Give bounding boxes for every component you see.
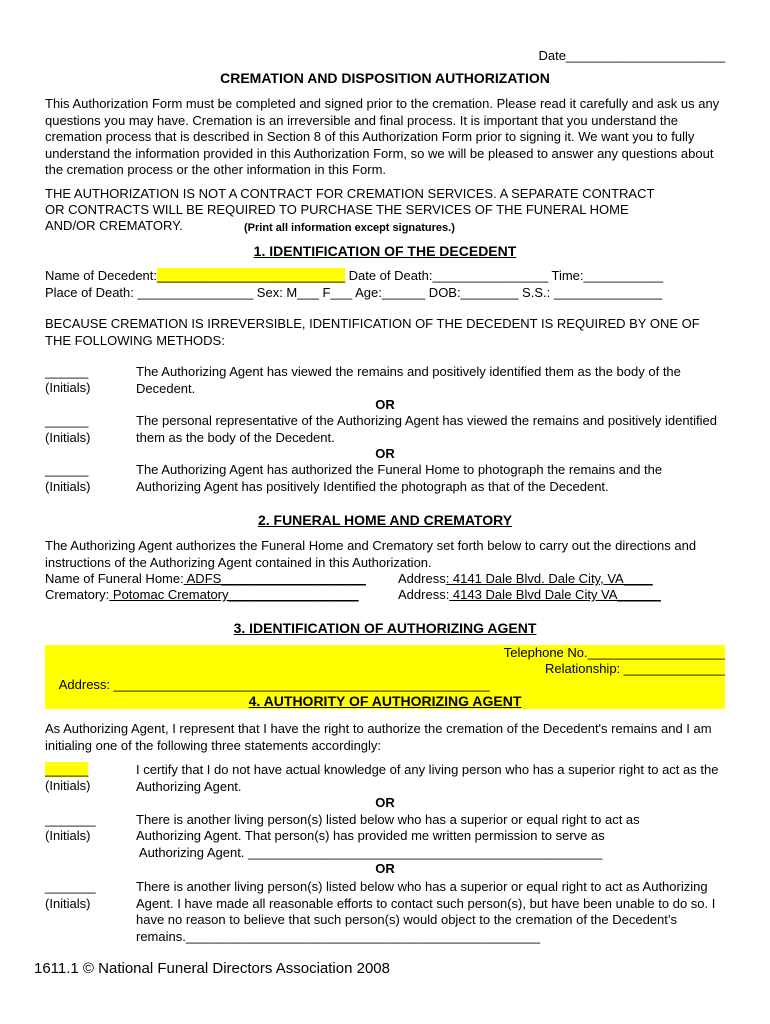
- or-label: OR: [375, 446, 395, 461]
- or-label: OR: [375, 861, 395, 876]
- place-of-death-row[interactable]: Place of Death: ________________ Sex: M___ F___ Age:______ DOB:________ S.S.: _______________: [45, 285, 663, 300]
- authority-option-2-line-3[interactable]: Authorizing Agent. _________________________________________________: [136, 845, 603, 860]
- decedent-name-row: [45, 268, 663, 284]
- section-1-heading: 1. IDENTIFICATION OF THE DECEDENT: [253, 243, 517, 259]
- agent-address-field[interactable]: Address: ____________________________________________________: [58, 677, 490, 692]
- authority-option-2-line-1: There is another living person(s) listed below who has a superior or equal right to act as: [136, 812, 640, 827]
- initials-blank[interactable]: _______: [45, 879, 96, 894]
- initials-label: (Initials): [45, 896, 91, 911]
- crematory-label: Crematory:: [45, 587, 110, 602]
- date-field[interactable]: Date______________________: [538, 48, 725, 63]
- form-title: CREMATION AND DISPOSITION AUTHORIZATION: [220, 70, 550, 86]
- authority-option-1: I certify that I do not have actual knowledge of any living person who has a superior right to act as the Authorizing Agent.: [136, 762, 719, 794]
- or-label: OR: [375, 795, 395, 810]
- initials-label: (Initials): [45, 479, 91, 494]
- initials-blank[interactable]: ______: [45, 462, 89, 477]
- notice-line-1: THE AUTHORIZATION IS NOT A CONTRACT FOR CREMATION SERVICES. A SEPARATE CONTRACT: [45, 186, 655, 201]
- funeral-home-row: [45, 571, 366, 587]
- id-option-1: The Authorizing Agent has viewed the remains and positively identified them as the body of the Decedent.: [136, 364, 681, 396]
- crematory-address-field[interactable]: 4143 Dale Blvd Dale City VA______: [449, 587, 661, 602]
- id-option-2: The personal representative of the Authorizing Agent has viewed the remains and positively identified them as the body of the Decedent.: [136, 413, 718, 445]
- decedent-name-label: Name of Decedent:: [45, 268, 158, 283]
- agent-telephone-field[interactable]: Telephone No.___________________: [503, 645, 725, 660]
- section-4-heading: 4. AUTHORITY OF AUTHORIZING AGENT: [248, 693, 522, 709]
- intro-paragraph: This Authorization Form must be completed and signed prior to the cremation. Please read it carefully and ask us any questions you may have. Cremation is an irreversible and final process. It is important that you understand the cremation process that is described in Section 8 of this Authorization Form prior to signing it. We want you to fully understand the information provided in this Authorization Form, so we will be pleased to answer any questions about the cremation process or the other information in this Form.: [45, 96, 720, 177]
- section-2-heading: 2. FUNERAL HOME AND CREMATORY: [257, 512, 513, 528]
- footer-copyright: 1611.1 © National Funeral Directors Association 2008: [34, 960, 390, 977]
- funeral-home-address-field[interactable]: : 4141 Dale Blvd. Dale City, VA____: [445, 571, 653, 586]
- funeral-home-field[interactable]: ADFS____________________: [183, 571, 366, 586]
- initials-blank[interactable]: ______: [45, 762, 89, 777]
- crematory-address-row: [398, 587, 661, 603]
- agent-relationship-field[interactable]: Relationship: ______________: [545, 661, 725, 676]
- funeral-home-address-label: Address: [398, 571, 446, 586]
- initials-blank[interactable]: ______: [45, 413, 89, 428]
- section-4-intro: As Authorizing Agent, I represent that I have the right to authorize the cremation of the Decedent's remains and I am initialing one of the following three statements accordingly:: [45, 721, 712, 753]
- initials-label: (Initials): [45, 778, 91, 793]
- initials-blank[interactable]: ______: [45, 364, 89, 379]
- initials-blank[interactable]: _______: [45, 812, 96, 827]
- crematory-row: [45, 587, 359, 603]
- notice-line-3: AND/OR CREMATORY.: [45, 218, 183, 233]
- decedent-name-field[interactable]: __________________________: [157, 268, 345, 283]
- because-paragraph: BECAUSE CREMATION IS IRREVERSIBLE, IDENTIFICATION OF THE DECEDENT IS REQUIRED BY ONE OF THE FOLLOWING METHODS:: [45, 316, 700, 348]
- funeral-home-address-row: [398, 571, 653, 587]
- date-of-death-field[interactable]: Date of Death:________________ Time:___________: [345, 268, 664, 283]
- notice-line-2: OR CONTRACTS WILL BE REQUIRED TO PURCHASE THE SERVICES OF THE FUNERAL HOME: [45, 202, 629, 217]
- section-2-text: The Authorizing Agent authorizes the Funeral Home and Crematory set forth below to carry out the directions and instructions of the Authorizing Agent contained in this Authorization.: [45, 538, 697, 570]
- funeral-home-label: Name of Funeral Home:: [45, 571, 184, 586]
- initials-label: (Initials): [45, 828, 91, 843]
- print-note: (Print all information except signatures.): [244, 222, 455, 234]
- id-option-3: The Authorizing Agent has authorized the Funeral Home to photograph the remains and the Authorizing Agent has positively Identified the photograph as that of the Decedent.: [136, 462, 663, 494]
- authority-option-2-line-2: Authorizing Agent. That person(s) has provided me written permission to serve as: [136, 828, 605, 843]
- section-3-heading: 3. IDENTIFICATION OF AUTHORIZING AGENT: [233, 620, 537, 636]
- authority-option-3: There is another living person(s) listed below who has a superior or equal right to act as Authorizing Agent. I have made all reasonable efforts to contact such person(s), but have been unable to do so. I have no reason to believe that such person(s) would object to the cremation of the Decedent’s remains._________________________________________________: [136, 879, 716, 944]
- initials-label: (Initials): [45, 380, 91, 395]
- initials-label: (Initials): [45, 430, 91, 445]
- or-label: OR: [375, 397, 395, 412]
- crematory-field[interactable]: Potomac Crematory__________________: [109, 587, 359, 602]
- crematory-address-label: Address:: [398, 587, 450, 602]
